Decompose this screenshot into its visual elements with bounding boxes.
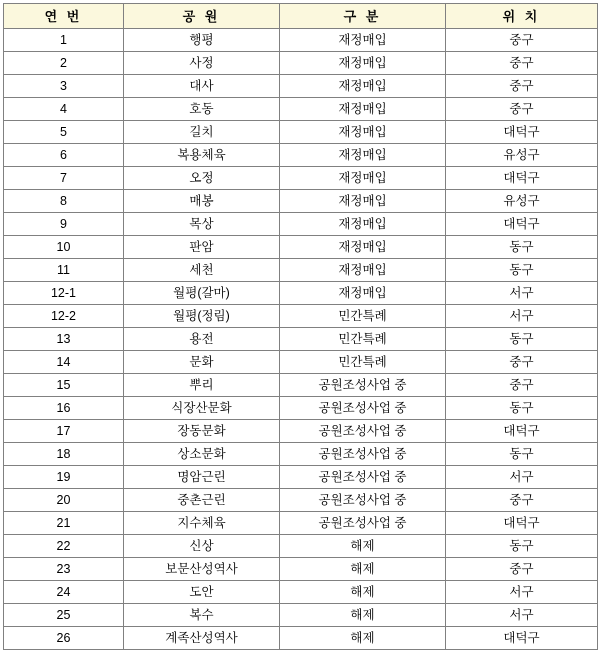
cell-park: 도안 — [124, 581, 280, 604]
table-row — [4, 558, 598, 581]
cell-no: 21 — [4, 512, 124, 535]
table-row — [4, 604, 598, 627]
cell-park: 대사 — [124, 75, 280, 98]
cell-no: 16 — [4, 397, 124, 420]
cell-type: 재정매입 — [280, 75, 446, 98]
cell-loc: 서구 — [446, 604, 598, 627]
cell-type: 재정매입 — [280, 167, 446, 190]
cell-type: 재정매입 — [280, 98, 446, 121]
table-header — [4, 4, 598, 29]
cell-park: 사정 — [124, 52, 280, 75]
cell-park: 매봉 — [124, 190, 280, 213]
cell-park: 신상 — [124, 535, 280, 558]
table-row — [4, 213, 598, 236]
cell-park: 상소문화 — [124, 443, 280, 466]
cell-loc: 중구 — [446, 29, 598, 52]
table-row — [4, 282, 598, 305]
cell-no: 9 — [4, 213, 124, 236]
cell-park: 판암 — [124, 236, 280, 259]
cell-no: 25 — [4, 604, 124, 627]
cell-park: 복수 — [124, 604, 280, 627]
cell-loc: 동구 — [446, 443, 598, 466]
cell-type: 공원조성사업 중 — [280, 512, 446, 535]
cell-no: 8 — [4, 190, 124, 213]
cell-loc: 중구 — [446, 558, 598, 581]
cell-type: 재정매입 — [280, 190, 446, 213]
cell-no: 19 — [4, 466, 124, 489]
cell-no: 12-1 — [4, 282, 124, 305]
cell-no: 23 — [4, 558, 124, 581]
cell-type: 재정매입 — [280, 121, 446, 144]
cell-park: 월평(갈마) — [124, 282, 280, 305]
cell-no: 26 — [4, 627, 124, 650]
cell-park: 세천 — [124, 259, 280, 282]
table-row — [4, 328, 598, 351]
cell-type: 공원조성사업 중 — [280, 374, 446, 397]
cell-park: 명암근린 — [124, 466, 280, 489]
table-row — [4, 535, 598, 558]
table-row — [4, 627, 598, 650]
cell-no: 11 — [4, 259, 124, 282]
cell-loc: 중구 — [446, 98, 598, 121]
cell-no: 2 — [4, 52, 124, 75]
cell-loc: 중구 — [446, 351, 598, 374]
cell-type: 해제 — [280, 581, 446, 604]
cell-park: 월평(정림) — [124, 305, 280, 328]
cell-park: 행평 — [124, 29, 280, 52]
cell-loc: 대덕구 — [446, 420, 598, 443]
cell-loc: 유성구 — [446, 190, 598, 213]
cell-park: 길치 — [124, 121, 280, 144]
table-body — [4, 29, 598, 650]
table-row — [4, 466, 598, 489]
cell-park: 뿌리 — [124, 374, 280, 397]
cell-type: 재정매입 — [280, 144, 446, 167]
table-row — [4, 75, 598, 98]
cell-park: 장동문화 — [124, 420, 280, 443]
cell-type: 해제 — [280, 627, 446, 650]
cell-loc: 동구 — [446, 328, 598, 351]
cell-no: 7 — [4, 167, 124, 190]
cell-park: 목상 — [124, 213, 280, 236]
cell-park: 식장산문화 — [124, 397, 280, 420]
table-row — [4, 489, 598, 512]
cell-loc: 서구 — [446, 466, 598, 489]
cell-no: 12-2 — [4, 305, 124, 328]
cell-no: 6 — [4, 144, 124, 167]
table-row — [4, 98, 598, 121]
cell-type: 공원조성사업 중 — [280, 466, 446, 489]
cell-no: 13 — [4, 328, 124, 351]
table-row — [4, 351, 598, 374]
table-row — [4, 259, 598, 282]
table-header-row — [4, 4, 598, 29]
cell-loc: 동구 — [446, 397, 598, 420]
cell-loc: 중구 — [446, 489, 598, 512]
park-status-table — [3, 3, 598, 650]
cell-loc: 서구 — [446, 581, 598, 604]
cell-park: 문화 — [124, 351, 280, 374]
cell-type: 공원조성사업 중 — [280, 489, 446, 512]
table-row — [4, 512, 598, 535]
cell-no: 3 — [4, 75, 124, 98]
cell-no: 18 — [4, 443, 124, 466]
cell-type: 재정매입 — [280, 259, 446, 282]
cell-loc: 유성구 — [446, 144, 598, 167]
cell-type: 해제 — [280, 535, 446, 558]
cell-no: 15 — [4, 374, 124, 397]
cell-type: 재정매입 — [280, 52, 446, 75]
cell-park: 복용체육 — [124, 144, 280, 167]
cell-loc: 동구 — [446, 236, 598, 259]
cell-loc: 동구 — [446, 259, 598, 282]
cell-type: 재정매입 — [280, 282, 446, 305]
table-row — [4, 420, 598, 443]
cell-loc: 대덕구 — [446, 627, 598, 650]
table-row — [4, 144, 598, 167]
table-row — [4, 443, 598, 466]
column-header-loc: 위 치 — [446, 4, 598, 29]
cell-type: 재정매입 — [280, 236, 446, 259]
table-row — [4, 29, 598, 52]
cell-no: 14 — [4, 351, 124, 374]
cell-park: 지수체육 — [124, 512, 280, 535]
column-header-park: 공 원 — [124, 4, 280, 29]
table-row — [4, 167, 598, 190]
table-row — [4, 374, 598, 397]
cell-loc: 중구 — [446, 374, 598, 397]
cell-type: 민간특례 — [280, 328, 446, 351]
cell-no: 24 — [4, 581, 124, 604]
cell-no: 5 — [4, 121, 124, 144]
table-row — [4, 52, 598, 75]
cell-loc: 대덕구 — [446, 213, 598, 236]
cell-no: 22 — [4, 535, 124, 558]
cell-no: 10 — [4, 236, 124, 259]
cell-type: 재정매입 — [280, 29, 446, 52]
cell-type: 재정매입 — [280, 213, 446, 236]
cell-loc: 동구 — [446, 535, 598, 558]
cell-type: 공원조성사업 중 — [280, 420, 446, 443]
cell-type: 공원조성사업 중 — [280, 443, 446, 466]
cell-type: 민간특례 — [280, 305, 446, 328]
table-row — [4, 121, 598, 144]
table-row — [4, 190, 598, 213]
cell-type: 해제 — [280, 604, 446, 627]
cell-type: 해제 — [280, 558, 446, 581]
cell-park: 중촌근린 — [124, 489, 280, 512]
cell-no: 4 — [4, 98, 124, 121]
cell-loc: 중구 — [446, 75, 598, 98]
cell-loc: 대덕구 — [446, 121, 598, 144]
cell-type: 공원조성사업 중 — [280, 397, 446, 420]
table-row — [4, 581, 598, 604]
column-header-no: 연 번 — [4, 4, 124, 29]
cell-loc: 서구 — [446, 305, 598, 328]
table-row — [4, 305, 598, 328]
cell-type: 민간특례 — [280, 351, 446, 374]
cell-park: 호동 — [124, 98, 280, 121]
cell-loc: 대덕구 — [446, 167, 598, 190]
cell-loc: 서구 — [446, 282, 598, 305]
cell-park: 오정 — [124, 167, 280, 190]
table-row — [4, 236, 598, 259]
cell-park: 보문산성역사 — [124, 558, 280, 581]
table-row — [4, 397, 598, 420]
cell-no: 1 — [4, 29, 124, 52]
cell-park: 용전 — [124, 328, 280, 351]
cell-loc: 중구 — [446, 52, 598, 75]
column-header-type: 구 분 — [280, 4, 446, 29]
cell-loc: 대덕구 — [446, 512, 598, 535]
cell-park: 계족산성역사 — [124, 627, 280, 650]
cell-no: 17 — [4, 420, 124, 443]
cell-no: 20 — [4, 489, 124, 512]
